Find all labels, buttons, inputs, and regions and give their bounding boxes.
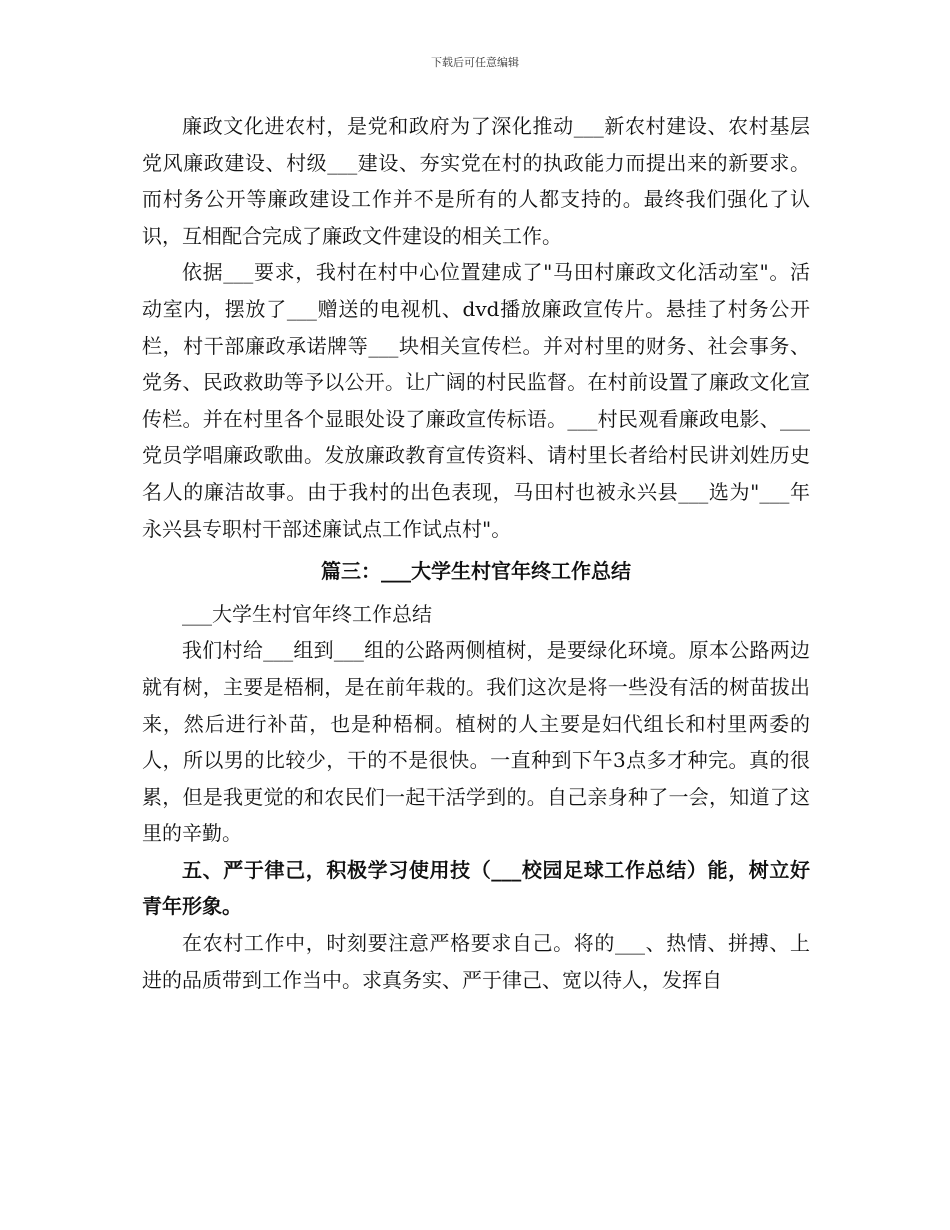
paragraph-2: 依据___要求，我村在村中心位置建成了"马田村廉政文化活动室"。活动室内，摆放了___赠送的电视机、dvd播放廉政宣传片。悬挂了村务公开栏，村干部廉政承诺牌等___块相关宣传栏。并对村里的财务、社会事务、党务、民政救助等予以公开。让广阔的村民监督。在村前设置了廉政文化宣传栏。并在村里各个显眼处设了廉政宣传标语。___村民观看廉政电影、___党员学唱廉政歌曲。发放廉政教育宣传资料、请村里长者给村民讲刘姓历史名人的廉洁故事。由于我村的出色表现，马田村也被永兴县___选为"___年永兴县专职村干部述廉试点工作试点村"。 <box>142 260 810 541</box>
page-header: 下载后可任意编辑 <box>431 56 519 69</box>
bold-paragraph: 五、严于律己，积极学习使用技（___校园足球工作总结）能，树立好青年形象。 <box>142 857 810 919</box>
section-heading: 篇三：___大学生村官年终工作总结 <box>321 559 631 584</box>
document-body <box>142 108 810 998</box>
paragraph-3: 我们村给___组到___组的公路两侧植树，是要绿化环境。原本公路两边就有树，主要是梧桐，是在前年栽的。我们这次是将一些没有活的树苗拔出来，然后进行补苗，也是种梧桐。植树的人主要是妇代组长和村里两委的人，所以男的比较少，干的不是很快。一直种到下午3点多才种完。真的很累，但是我更觉的和农民们一起干活学到的。自己亲身种了一会，知道了这里的辛勤。 <box>142 638 810 846</box>
section-subtitle: ___大学生村官年终工作总结 <box>182 601 432 626</box>
paragraph-1: 廉政文化进农村，是党和政府为了深化推动___新农村建设、农村基层党风廉政建设、村级___建设、夯实党在村的执政能力而提出来的新要求。而村务公开等廉政建设工作并不是所有的人都支持的。最终我们强化了认识，互相配合完成了廉政文件建设的相关工作。 <box>142 114 810 248</box>
paragraph-4: 在农村工作中，时刻要注意严格要求自己。将的___、热情、拼搏、上进的品质带到工作当中。求真务实、严于律己、宽以待人，发挥自 <box>142 931 810 992</box>
